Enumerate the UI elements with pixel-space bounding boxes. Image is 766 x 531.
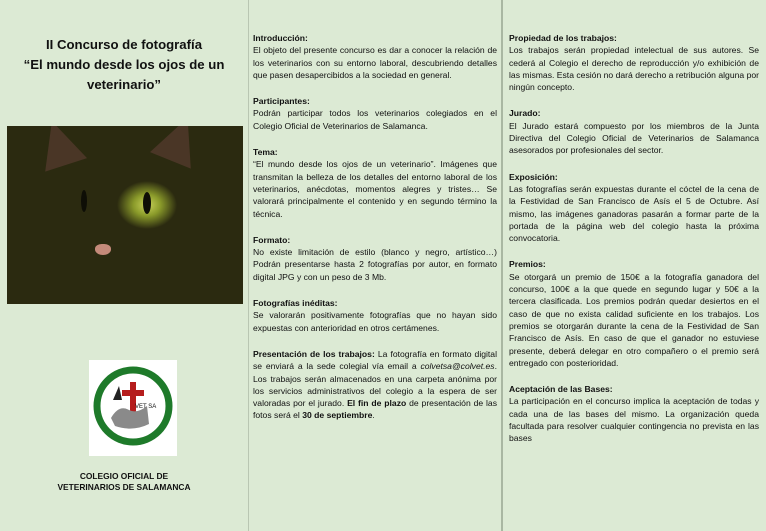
right-panel [501,0,766,531]
section-body: Las fotografías serán expuestas durante el cóctel de la cena de la Festividad de San Francisco de Asís el 5 de Octubre. Así mismo, las imágenes ganadoras pasarán a formar parte de la portada de la página web del colegio hasta la próxima convocatoria. [509,183,759,244]
section-jury [509,107,759,156]
rules-column-2 [509,32,759,459]
section-theme [253,146,497,220]
contest-title [6,35,242,95]
section-body [253,348,497,422]
cat-ear-right [150,126,208,169]
college-seal-icon [89,360,177,456]
submission-email: colvetsa@colvet.es [420,361,495,372]
section-submission [253,348,497,422]
section-heading: Exposición: [509,171,558,182]
left-panel [0,0,248,531]
submission-text-c: de presentación de las fotos será el [253,398,497,421]
section-heading: Premios: [509,259,546,270]
deadline-date: 30 de septiembre [302,410,373,421]
section-body: Podrán participar todos los veterinarios colegiados en el Colegio Oficial de Veterinarios de Salamanca. [253,108,497,131]
college-name-line-2: VETERINARIOS DE SALAMANCA [57,482,191,492]
rules-column-1 [253,32,497,436]
cat-pupil-left [81,190,87,212]
submission-text-a: La fotografía en formato digital se enviará a la sede colegial vía email a [253,348,497,372]
middle-panel [248,0,501,531]
title-line-2: “El mundo desde los ojos de un veterinario” [23,57,225,92]
submission-text-b: . Los trabajos serán almacenados en una carpeta anónima por los servicios administrativos del colegio a la espera de ser valoradas por el jurado. [253,361,497,409]
section-heading: Participantes: [253,96,310,107]
title-line-1: II Concurso de fotografía [45,37,203,52]
cat-nose [95,244,111,255]
section-participants [253,95,497,132]
section-body: Los trabajos serán propiedad intelectual de sus autores. Se cederá al Colegio el derecho de reproducción y/o exhibición de las mismas. Esta cesión no dará derecho a retribución alguna por ningún concepto. [509,45,759,93]
section-heading: Fotografías inéditas: [253,298,338,309]
section-body: El objeto del presente concurso es dar a conocer la relación de los veterinarios con su entorno laboral, descubriendo detalles que pasen desapercibidos a la sociedad en general. [253,45,497,80]
deadline-label: El fin de plazo [347,398,407,409]
section-body: Se valorarán positivamente fotografías que no hayan sido expuestas con anterioridad en otros certámenes. [253,310,497,333]
section-heading: Presentación de los trabajos: [253,348,375,359]
section-acceptance [509,383,759,444]
section-exhibition [509,171,759,245]
section-prizes [509,258,759,369]
section-heading: Tema: [253,147,278,158]
section-format [253,234,497,283]
section-unpublished [253,297,497,334]
section-body: “El mundo desde los ojos de un veterinario”. Imágenes que transmitan la belleza de los detalles del entorno laboral de los veterinarios, anécdotas, momentos alegres y tristes… Se valorará principalmente el contenido y en segundo término la técnica. [253,159,497,219]
section-heading: Formato: [253,234,291,245]
section-body: El Jurado estará compuesto por los miembros de la Junta Directiva del Colegio Oficial de Veterinarios de Salamanca asesorados por profesionales del sector. [509,120,759,156]
svg-text:VET SA: VET SA [135,404,157,410]
section-heading: Introducción: [253,33,308,43]
section-heading: Propiedad de los trabajos: [509,33,617,43]
section-body: La participación en el concurso implica la aceptación de todas y cada una de las bases del mismo. La organización queda facultada para resolver cualquier contingencia no prevista en las bases [509,396,759,444]
college-name-line-1: COLEGIO OFICIAL DE [79,471,169,481]
section-heading: Jurado: [509,108,541,119]
college-name [6,471,242,493]
section-heading: Aceptación de las Bases: [509,384,613,395]
section-introduction [253,32,497,81]
cat-pupil-right [143,192,151,214]
section-body: No existe limitación de estilo (blanco y negro, artístico…) Podrán presentarse hasta 2 fotografías por autor, en formato digital JPG y con un peso de 3 Mb. [253,247,497,282]
section-body: Se otorgará un premio de 150€ a la fotografía ganadora del concurso, 100€ a la que quede en segundo lugar y 50€ a la tercera clasificada. Los premios podrán quedar desiertos en el caso de que no exista calidad suficiente en los trabajos. Los premios se otorgarán durante la cena de la Festividad de San Francisco de Asís. En caso de que el ganador no estuviese presente, deberá delegar en otro compañero o el premio será entregado con posterioridad. [509,271,759,368]
college-logo [89,360,177,456]
submission-text-d: . [372,410,375,421]
section-ownership [509,32,759,93]
cat-photo [7,126,243,304]
cat-ear-left [31,126,87,172]
